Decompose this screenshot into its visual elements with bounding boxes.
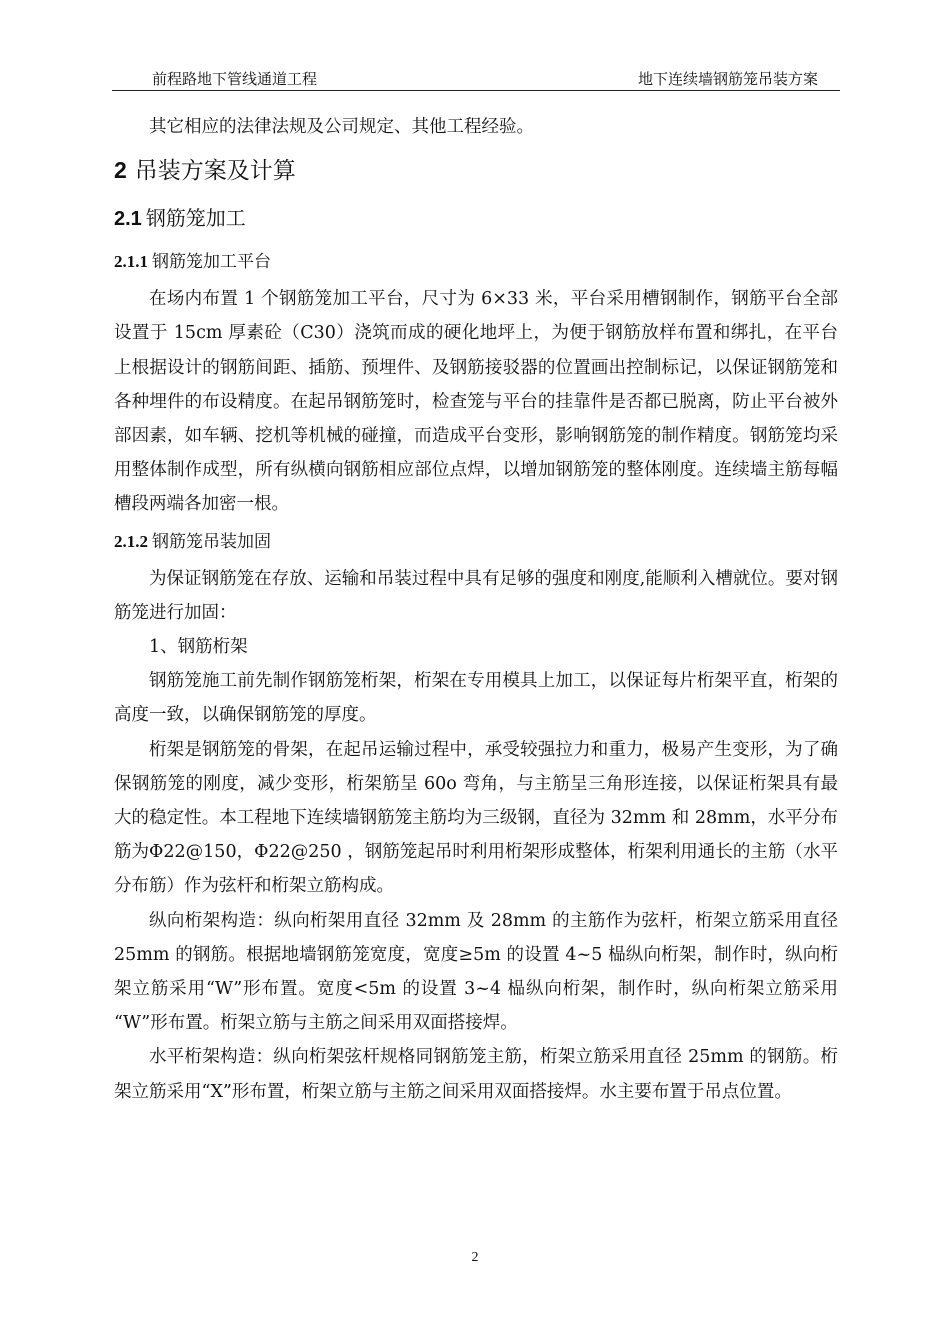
- paragraph-truss-fabrication: 钢筋笼施工前先制作钢筋笼桁架，桁架在专用模具上加工，以保证每片桁架平直，桁架的高度一致，以确保钢筋笼的厚度。: [114, 671, 838, 726]
- paragraph-reinforcement-intro: 为保证钢筋笼在存放、运输和吊装过程中具有足够的强度和刚度,能顺利入槽就位。要对钢筋笼进行加固：: [114, 568, 838, 623]
- header-document-title: 地下连续墙钢筋笼吊装方案: [637, 70, 818, 88]
- page-header: [112, 68, 840, 91]
- subsubsection-number: 2.1.2: [114, 531, 148, 551]
- paragraph-platform: 在场内布置 1 个钢筋笼加工平台，尺寸为 6×33 米，平台采用槽钢制作，钢筋平台全部设置于 15cm 厚素砼（C30）浇筑而成的硬化地坪上，为便于钢筋放样布置和绑扎，在平台上根据设计的钢筋间距、插筋、预埋件、及钢筋接驳器的位置画出控制标记，以保证钢筋笼和各种埋件的布设精度。在起吊钢筋笼时，检查笼与平台的挂靠件是否都已脱离，防止平台被外部因素，如车辆、挖机等机械的碰撞，而造成平台变形，影响钢筋笼的制作精度。钢筋笼均采用整体制作成型，所有纵横向钢筋相应部位点焊，以增加钢筋笼的整体刚度。连续墙主筋每幅槽段两端各加密一根。: [114, 289, 838, 515]
- subsubsection-title: 钢筋笼吊装加固: [152, 531, 271, 552]
- subsection-heading-2-1: [114, 195, 838, 242]
- paragraph-truss-function: 桁架是钢筋笼的骨架，在起吊运输过程中，承受较强拉力和重力，极易产生变形，为了确保钢筋笼的刚度，减少变形，桁架筋呈 60o 弯角，与主筋呈三角形连接，以保证桁架具有最大的稳定性。本工程地下连续墙钢筋笼主筋均为三级钢，直径为 32mm 和 28mm，水平分布筋为Φ22@150，Φ22@250 ，钢筋笼起吊时利用桁架形成整体，桁架利用通长的主筋（水平分布筋）作为弦杆和桁架立筋构成。: [114, 739, 838, 897]
- subsubsection-heading-2-1-1: [114, 242, 838, 282]
- subsection-title: 钢筋笼加工: [145, 206, 246, 231]
- subsubsection-heading-2-1-2: [114, 522, 838, 562]
- list-item-truss: 1、钢筋桁架: [149, 637, 248, 658]
- subsection-number: 2.1: [114, 208, 142, 231]
- section-title: 吊装方案及计算: [134, 158, 296, 185]
- page-number: 2: [471, 1250, 479, 1265]
- page-body: [114, 110, 838, 1109]
- intro-paragraph: 其它相应的法律法规及公司规定、其他工程经验。: [149, 117, 534, 137]
- paragraph-horizontal-truss: 水平桁架构造：纵向桁架弦杆规格同钢筋笼主筋，桁架立筋采用直径 25mm 的钢筋。桁架立筋采用“X”形布置，桁架立筋与主筋之间采用双面搭接焊。水主要布置于吊点位置。: [114, 1047, 838, 1102]
- section-number: 2: [114, 157, 127, 184]
- subsubsection-number: 2.1.1: [114, 252, 148, 272]
- subsubsection-title: 钢筋笼加工平台: [152, 252, 271, 273]
- header-project-name: 前程路地下管线通道工程: [152, 70, 318, 88]
- section-heading-2: [114, 150, 838, 191]
- paragraph-longitudinal-truss: 纵向桁架构造：纵向桁架用直径 32mm 及 28mm 的主筋作为弦杆，桁架立筋采用直径 25mm 的钢筋。根据地墙钢筋笼宽度，宽度≥5m 的设置 4~5 榀纵向桁架，制作时，纵向桁架立筋采用“W”形布置。宽度<5m 的设置 3~4 榀纵向桁架，制作时，纵向桁架立筋采用 “W”形布置。桁架立筋与主筋之间采用双面搭接焊。: [114, 910, 838, 1034]
